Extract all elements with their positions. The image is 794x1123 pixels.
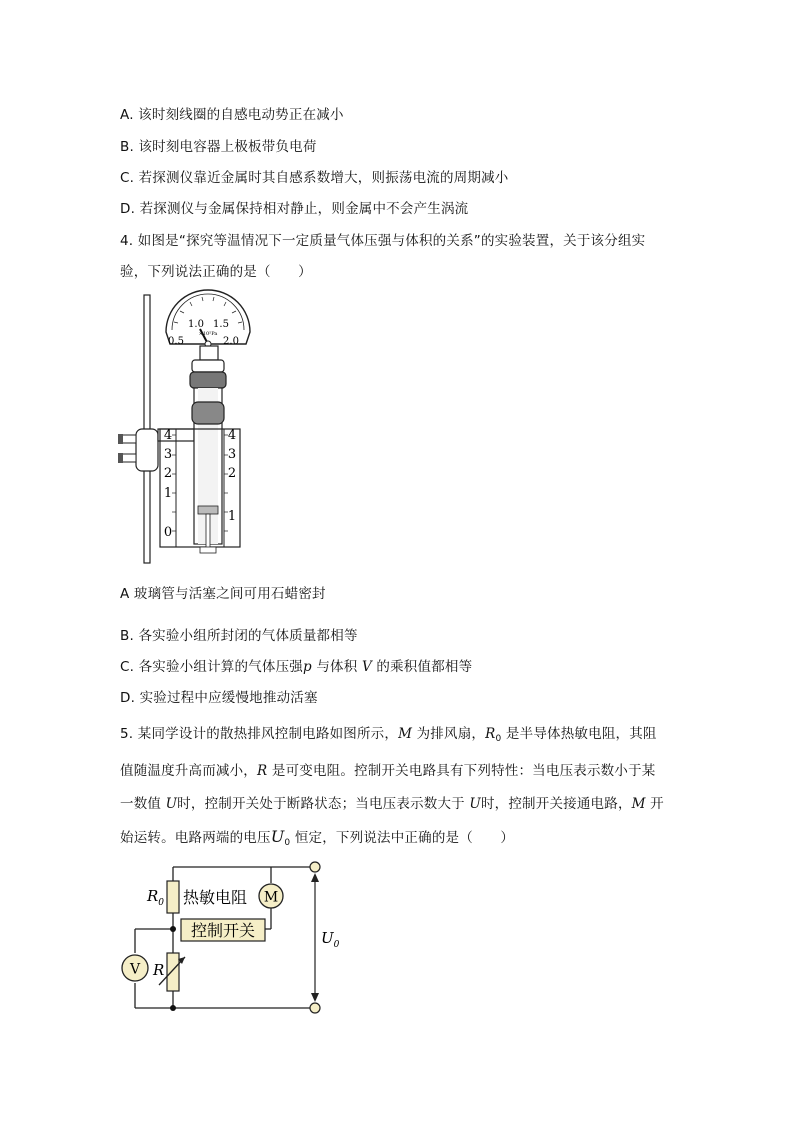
- q3-option-a: A. 该时刻线圈的自感电动势正在减小: [120, 107, 344, 123]
- q5-stem-line3: 一数值 U时，控制开关处于断路状态；当电压表示数大于 U时，控制开关接通电路，M 开: [120, 796, 664, 812]
- q4-stem-line2: 验，下列说法正确的是（ ）: [120, 264, 312, 280]
- q5-stem-line4: 始运转。电路两端的电压$U_0$ 恒定，下列说法中正确的是（ ）: [120, 827, 515, 848]
- gauge-label-0-5: 0.5: [168, 336, 184, 347]
- piston: [198, 506, 218, 514]
- right-scale-2: 2: [227, 466, 237, 481]
- q4-stem-line1: 4. 如图是“探究等温情况下一定质量气体压强与体积的关系”的实验装置，关于该分组实: [120, 233, 646, 249]
- clamp: [136, 429, 158, 471]
- terminal-bottom: [310, 1003, 320, 1013]
- right-scale-4: 4: [227, 428, 237, 443]
- q3-option-c: C. 若探测仪靠近金属时其自感系数增大，则振荡电流的周期减小: [120, 170, 509, 186]
- r0-label: $R_0$: [147, 887, 165, 908]
- left-scale-4: 4: [163, 428, 173, 443]
- left-scale-2: 2: [163, 466, 173, 481]
- pressure-gauge: [166, 290, 250, 347]
- left-scale-3: 3: [163, 447, 173, 462]
- motor-label: M: [263, 889, 279, 906]
- voltmeter-label: V: [129, 961, 141, 978]
- right-scale-1: 1: [227, 509, 237, 524]
- gauge-label-1-5: 1.5: [213, 319, 229, 330]
- q3-option-b: B. 该时刻电容器上极板带负电荷: [120, 139, 317, 155]
- fan-control-circuit: [115, 855, 340, 1023]
- q4-option-c: C. 各实验小组计算的气体压强p 与体积 V 的乘积值都相等: [120, 659, 473, 675]
- left-scale-1: 1: [163, 486, 173, 501]
- q5-stem-line2: 值随温度升高而减小，R 是可变电阻。控制开关电路具有下列特性：当电压表示数小于某: [120, 763, 656, 779]
- control-switch-label: 控制开关: [190, 921, 256, 940]
- gas-apparatus-figure: [118, 292, 278, 567]
- u0-label: $U_0$: [321, 929, 340, 950]
- q5-stem-line1: 5. 某同学设计的散热排风控制电路如图所示，M 为排风扇，$R_0$ 是半导体热敏电阻，其阻: [120, 726, 657, 744]
- gauge-unit: ×10⁵Pa: [198, 331, 218, 337]
- r0-resistor: [167, 881, 179, 913]
- gauge-label-1-0: 1.0: [188, 319, 204, 330]
- gauge-label-2-0: 2.0: [223, 336, 239, 347]
- thermistor-label: 热敏电阻: [183, 888, 248, 907]
- variable-resistor: [167, 953, 179, 991]
- q4-option-a: A 玻璃管与活塞之间可用石蜡密封: [120, 586, 326, 602]
- left-scale-0: 0: [163, 525, 173, 540]
- q3-option-d: D. 若探测仪与金属保持相对静止，则金属中不会产生涡流: [120, 201, 469, 217]
- q4-option-d: D. 实验过程中应缓慢地推动活塞: [120, 690, 318, 706]
- terminal-top: [310, 862, 320, 872]
- r-label: R: [153, 961, 165, 979]
- q4-option-b: B. 各实验小组所封闭的气体质量都相等: [120, 628, 358, 644]
- right-scale-3: 3: [227, 447, 237, 462]
